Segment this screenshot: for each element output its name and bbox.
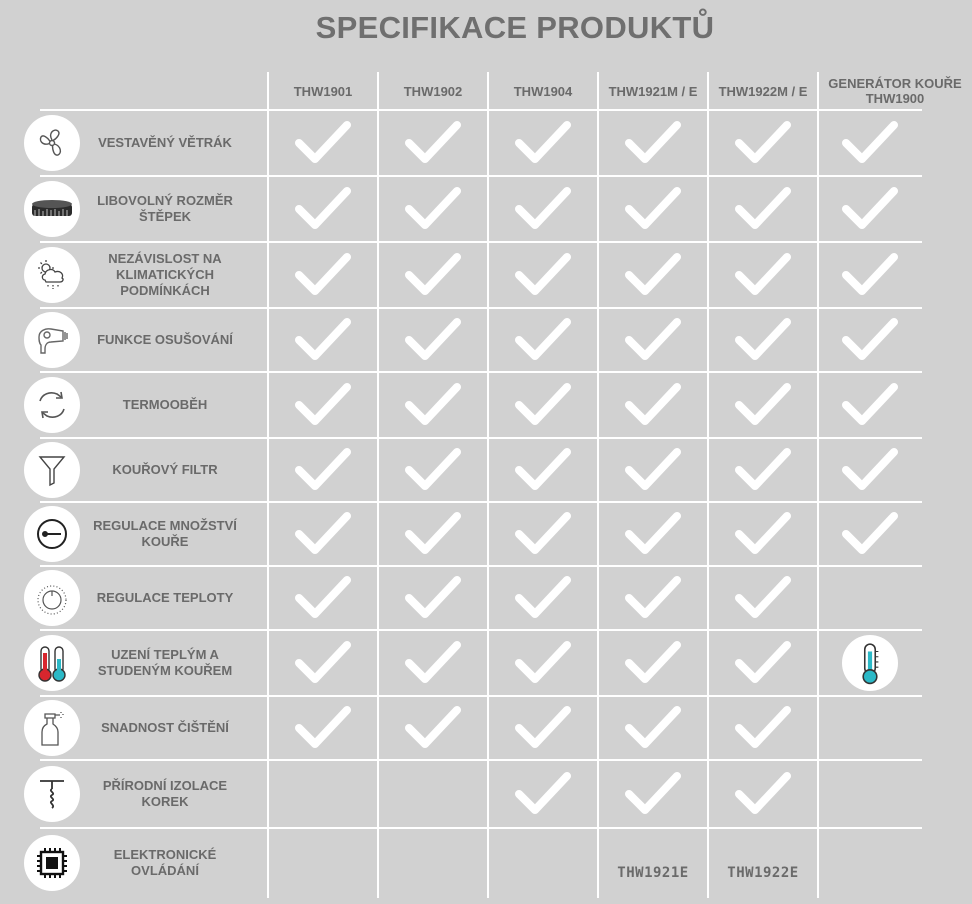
table-cell xyxy=(268,308,378,372)
table-cell xyxy=(708,630,818,696)
table-cell xyxy=(488,308,598,372)
table-cell xyxy=(488,110,598,176)
check-icon xyxy=(295,316,351,365)
check-icon xyxy=(295,510,351,559)
table-cell xyxy=(268,630,378,696)
table-cell xyxy=(598,696,708,760)
table-cell xyxy=(818,242,922,308)
table-cell xyxy=(378,630,488,696)
column-header: THW1922M / E xyxy=(718,83,808,99)
check-icon xyxy=(842,316,898,365)
thermometers-icon xyxy=(24,635,80,691)
check-icon xyxy=(405,639,461,688)
corkscrew-icon xyxy=(24,766,80,822)
table-cell xyxy=(818,372,922,438)
table-row xyxy=(0,372,972,438)
feature-label: TERMOOBĚH xyxy=(122,397,208,412)
check-icon xyxy=(295,704,351,753)
check-icon xyxy=(405,316,461,365)
table-row xyxy=(0,176,972,242)
table-cell xyxy=(708,438,818,502)
check-icon xyxy=(625,510,681,559)
table-cell xyxy=(268,176,378,242)
dial-icon xyxy=(24,570,80,626)
table-cell xyxy=(598,242,708,308)
table-cell xyxy=(268,760,378,828)
table-cell xyxy=(598,630,708,696)
check-icon xyxy=(625,446,681,495)
table-row xyxy=(0,696,972,760)
column-header: GENERÁTOR KOUŘE THW1900 xyxy=(828,76,962,106)
table-cell xyxy=(598,176,708,242)
check-icon xyxy=(405,119,461,168)
check-icon xyxy=(735,185,791,234)
table-cell xyxy=(378,372,488,438)
check-icon xyxy=(735,251,791,300)
check-icon xyxy=(625,251,681,300)
check-icon xyxy=(515,704,571,753)
table-cell xyxy=(598,566,708,630)
table-cell xyxy=(818,760,922,828)
check-icon xyxy=(842,251,898,300)
table-cell xyxy=(268,828,378,898)
table-row xyxy=(0,110,972,176)
column-header: THW1901 xyxy=(293,83,353,99)
table-cell xyxy=(708,242,818,308)
table-cell xyxy=(708,502,818,566)
feature-label: SNADNOST ČIŠTĚNÍ xyxy=(101,720,229,735)
table-cell xyxy=(268,110,378,176)
hair-dryer-icon xyxy=(24,312,80,368)
check-icon xyxy=(295,446,351,495)
table-cell xyxy=(488,566,598,630)
check-icon xyxy=(625,574,681,623)
table-cell xyxy=(598,502,708,566)
check-icon xyxy=(515,770,571,819)
table-cell xyxy=(378,438,488,502)
wood-log-icon xyxy=(24,181,80,237)
check-icon xyxy=(405,185,461,234)
check-icon xyxy=(842,510,898,559)
table-cell xyxy=(818,566,922,630)
table-cell xyxy=(378,502,488,566)
feature-label: REGULACE TEPLOTY xyxy=(96,590,234,605)
table-cell xyxy=(818,110,922,176)
table-cell xyxy=(598,438,708,502)
check-icon xyxy=(625,770,681,819)
thermometer-icon xyxy=(842,635,898,691)
feature-label: ELEKTRONICKÉ OVLÁDÁNÍ xyxy=(113,847,217,878)
table-row xyxy=(0,308,972,372)
table-cell xyxy=(268,502,378,566)
feature-label: FUNKCE OSUŠOVÁNÍ xyxy=(97,332,233,347)
table-cell xyxy=(708,110,818,176)
table-cell xyxy=(378,176,488,242)
column-header: THW1902 xyxy=(403,83,463,99)
funnel-icon xyxy=(24,442,80,498)
check-icon xyxy=(405,446,461,495)
feature-label: KOUŘOVÝ FILTR xyxy=(112,462,218,477)
check-icon xyxy=(405,381,461,430)
check-icon xyxy=(295,251,351,300)
check-icon xyxy=(515,381,571,430)
table-cell xyxy=(708,308,818,372)
check-icon xyxy=(625,119,681,168)
model-label: THW1921E xyxy=(617,865,689,881)
column-header: THW1921M / E xyxy=(608,83,698,99)
table-cell xyxy=(488,502,598,566)
table-cell xyxy=(818,630,922,696)
table-row xyxy=(0,502,972,566)
check-icon xyxy=(405,704,461,753)
check-icon xyxy=(405,574,461,623)
check-icon xyxy=(515,510,571,559)
fan-icon xyxy=(24,115,80,171)
table-cell xyxy=(488,438,598,502)
check-icon xyxy=(295,381,351,430)
table-cell xyxy=(818,828,922,898)
check-icon xyxy=(735,381,791,430)
check-icon xyxy=(295,119,351,168)
table-cell xyxy=(708,696,818,760)
table-cell xyxy=(708,828,818,898)
check-icon xyxy=(625,316,681,365)
table-row xyxy=(0,242,972,308)
check-icon xyxy=(515,316,571,365)
feature-label: PŘÍRODNÍ IZOLACE KOREK xyxy=(102,778,228,809)
feature-label: UZENÍ TEPLÝM A STUDENÝM KOUŘEM xyxy=(97,647,233,678)
table-cell xyxy=(268,696,378,760)
table-row xyxy=(0,760,972,828)
check-icon xyxy=(295,639,351,688)
check-icon xyxy=(405,251,461,300)
table-row xyxy=(0,438,972,502)
table-cell xyxy=(378,566,488,630)
check-icon xyxy=(735,574,791,623)
check-icon xyxy=(735,510,791,559)
check-icon xyxy=(735,704,791,753)
table-cell xyxy=(488,372,598,438)
column-header: THW1904 xyxy=(513,83,573,99)
table-cell xyxy=(488,696,598,760)
check-icon xyxy=(295,185,351,234)
table-cell xyxy=(378,242,488,308)
circulation-icon xyxy=(24,377,80,433)
table-cell xyxy=(818,438,922,502)
check-icon xyxy=(842,381,898,430)
table-row xyxy=(0,828,972,898)
weather-icon xyxy=(24,247,80,303)
check-icon xyxy=(735,770,791,819)
table-cell xyxy=(708,760,818,828)
check-icon xyxy=(735,316,791,365)
check-icon xyxy=(625,185,681,234)
table-cell xyxy=(488,760,598,828)
check-icon xyxy=(842,446,898,495)
check-icon xyxy=(515,251,571,300)
table-cell xyxy=(378,110,488,176)
regulator-icon xyxy=(24,506,80,562)
table-cell xyxy=(378,828,488,898)
check-icon xyxy=(515,574,571,623)
table-cell xyxy=(378,696,488,760)
check-icon xyxy=(295,574,351,623)
table-cell xyxy=(818,696,922,760)
check-icon xyxy=(405,510,461,559)
table-cell xyxy=(708,372,818,438)
table-cell xyxy=(488,630,598,696)
feature-label: REGULACE MNOŽSTVÍ KOUŘE xyxy=(93,518,237,549)
table-cell xyxy=(268,438,378,502)
table-cell xyxy=(488,176,598,242)
feature-label: LIBOVOLNÝ ROZMĚR ŠTĚPEK xyxy=(97,193,233,224)
check-icon xyxy=(735,119,791,168)
feature-label: VESTAVĚNÝ VĚTRÁK xyxy=(98,135,232,150)
table-cell xyxy=(818,502,922,566)
check-icon xyxy=(735,639,791,688)
table-cell xyxy=(598,372,708,438)
table-cell xyxy=(488,242,598,308)
table-cell xyxy=(598,308,708,372)
check-icon xyxy=(625,704,681,753)
table-cell xyxy=(268,372,378,438)
check-icon xyxy=(842,119,898,168)
model-label: THW1922E xyxy=(727,865,799,881)
table-row xyxy=(0,566,972,630)
spray-bottle-icon xyxy=(24,700,80,756)
feature-label: NEZÁVISLOST NA KLIMATICKÝCH PODMÍNKÁCH xyxy=(108,251,222,298)
table-cell xyxy=(818,176,922,242)
table-cell xyxy=(708,176,818,242)
check-icon xyxy=(515,639,571,688)
table-cell xyxy=(268,566,378,630)
table-cell xyxy=(378,760,488,828)
check-icon xyxy=(735,446,791,495)
table-cell xyxy=(268,242,378,308)
check-icon xyxy=(515,119,571,168)
table-cell xyxy=(818,308,922,372)
check-icon xyxy=(842,185,898,234)
check-icon xyxy=(625,381,681,430)
check-icon xyxy=(515,446,571,495)
check-icon xyxy=(515,185,571,234)
table-row xyxy=(0,630,972,696)
page-title: SPECIFIKACE PRODUKTŮ xyxy=(315,10,715,45)
table-cell xyxy=(378,308,488,372)
table-cell xyxy=(488,828,598,898)
table-cell xyxy=(598,760,708,828)
check-icon xyxy=(625,639,681,688)
table-cell xyxy=(708,566,818,630)
chip-icon xyxy=(24,835,80,891)
table-cell xyxy=(598,828,708,898)
table-cell xyxy=(598,110,708,176)
